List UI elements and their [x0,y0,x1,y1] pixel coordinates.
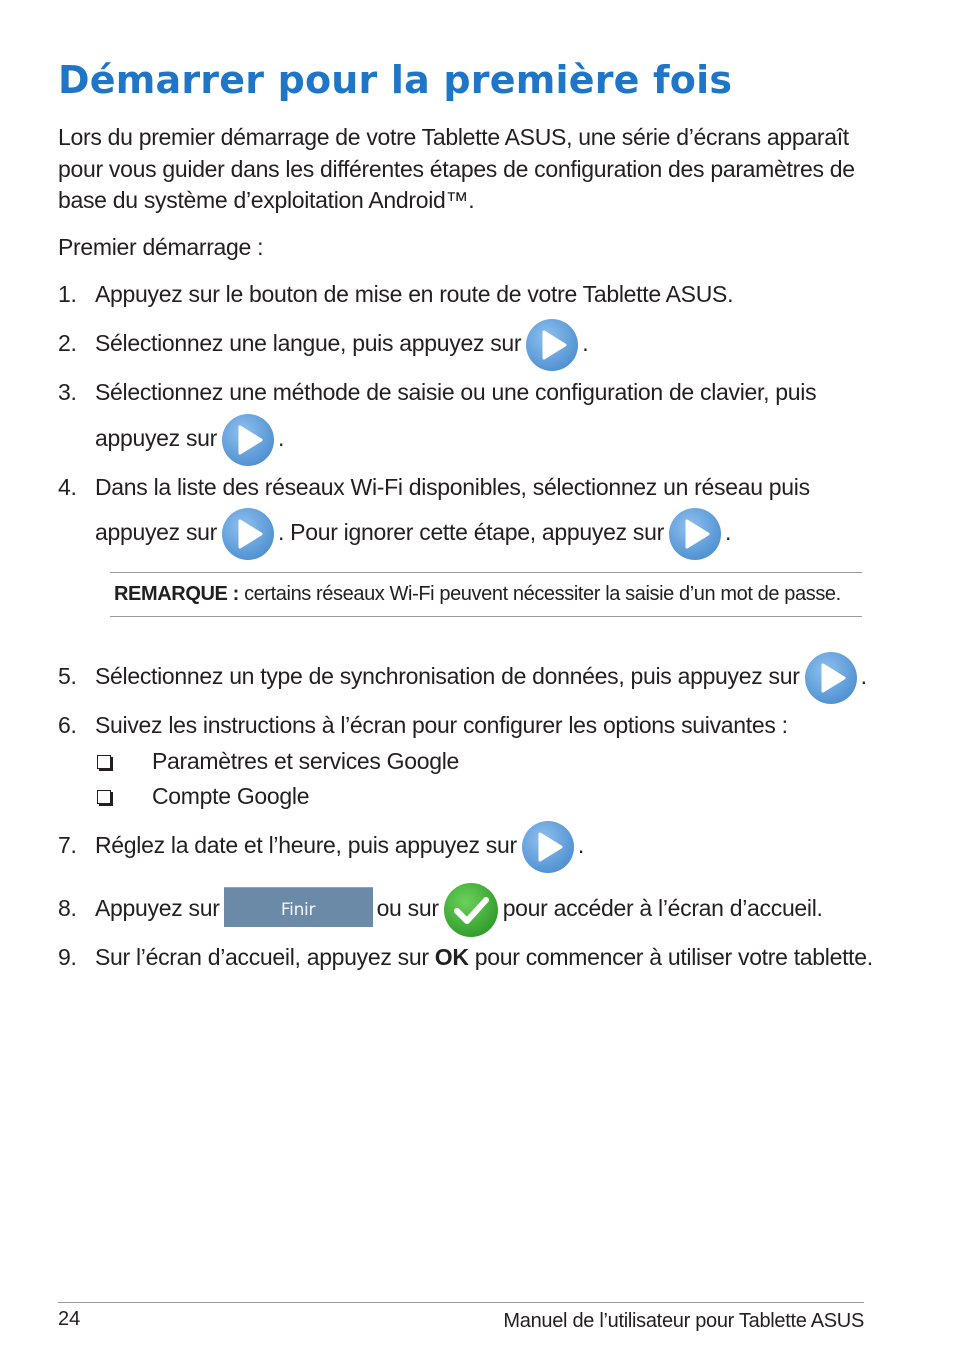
next-arrow-icon [521,820,575,874]
step-number: 1. [58,281,77,307]
step-end: . [860,663,867,689]
step-text: Appuyez sur le bouton de mise en route de votre Tablette ASUS. [95,281,734,307]
step-number: 4. [58,474,77,500]
step-text: Appuyez sur [95,895,220,922]
step-end: . [724,519,732,545]
step-end: . [278,425,285,451]
step-text: Suivez les instructions à l’écran pour configurer les options suivantes : [95,712,788,738]
step-text: Sélectionnez une langue, puis appuyez sur [95,330,522,356]
step-body [95,893,823,927]
next-arrow-icon [221,413,275,467]
step-text: Sur l’écran d’accueil, appuyez sur [95,944,429,970]
step-body [95,328,588,360]
step-text: Sélectionnez un type de synchronisation de données, puis appuyez sur [95,663,800,689]
step-mid: ou sur [376,895,439,922]
finir-button-image: Finir [224,887,373,927]
checkbox-bullet-icon [97,755,111,769]
step-number: 3. [58,379,77,405]
step-3-continuation [95,423,284,455]
steps-lead: Premier démarrage : [58,234,264,260]
next-arrow-icon [804,651,858,705]
option-text: Compte Google [152,783,310,809]
option-text: Paramètres et services Google [152,748,460,774]
step-body [95,830,584,862]
page-number: 24 [58,1308,81,1330]
note-text [114,581,841,607]
check-icon [443,882,499,938]
step-body [95,942,873,972]
step-number: 8. [58,895,77,921]
next-arrow-icon [221,507,275,561]
step-end: pour accéder à l’écran d’accueil. [502,895,823,922]
footer-divider [58,1302,864,1303]
step-number: 5. [58,663,77,689]
step-number: 7. [58,832,77,858]
note-box [110,572,862,617]
step-number: 2. [58,330,77,356]
step-text: Sélectionnez une méthode de saisie ou une configuration de clavier, puis [95,379,817,405]
checkbox-bullet-icon [97,790,111,804]
step-4-continuation [95,517,731,549]
ok-label: OK [434,944,469,970]
next-arrow-icon [668,507,722,561]
step-body [95,661,867,693]
note-label: REMARQUE : [114,583,239,605]
next-arrow-icon [525,318,579,372]
step-end: pour commencer à utiliser votre tablette. [474,944,873,970]
step-text: Dans la liste des réseaux Wi-Fi disponibles, sélectionnez un réseau puis [95,474,810,500]
step-text: appuyez sur [95,425,217,451]
step-text: appuyez sur [95,519,217,545]
step-text: Réglez la date et l’heure, puis appuyez sur [95,832,517,858]
footer-title: Manuel de l’utilisateur pour Tablette ASUS [503,1310,864,1332]
note-body: certains réseaux Wi-Fi peuvent nécessiter la saisie d’un mot de passe. [244,583,841,605]
step-mid: . Pour ignorer cette étape, appuyez sur [278,519,664,545]
step-end: . [582,330,589,356]
step-number: 9. [58,944,77,970]
page-title: Démarrer pour la première fois [58,58,733,102]
step-end: . [577,832,584,858]
step-number: 6. [58,712,77,738]
intro-paragraph: Lors du premier démarrage de votre Tablette ASUS, une série d’écrans apparaît pour vous guider dans les différentes étapes de configuration des paramètres de base du système d’exploitation Android™. [58,124,855,213]
